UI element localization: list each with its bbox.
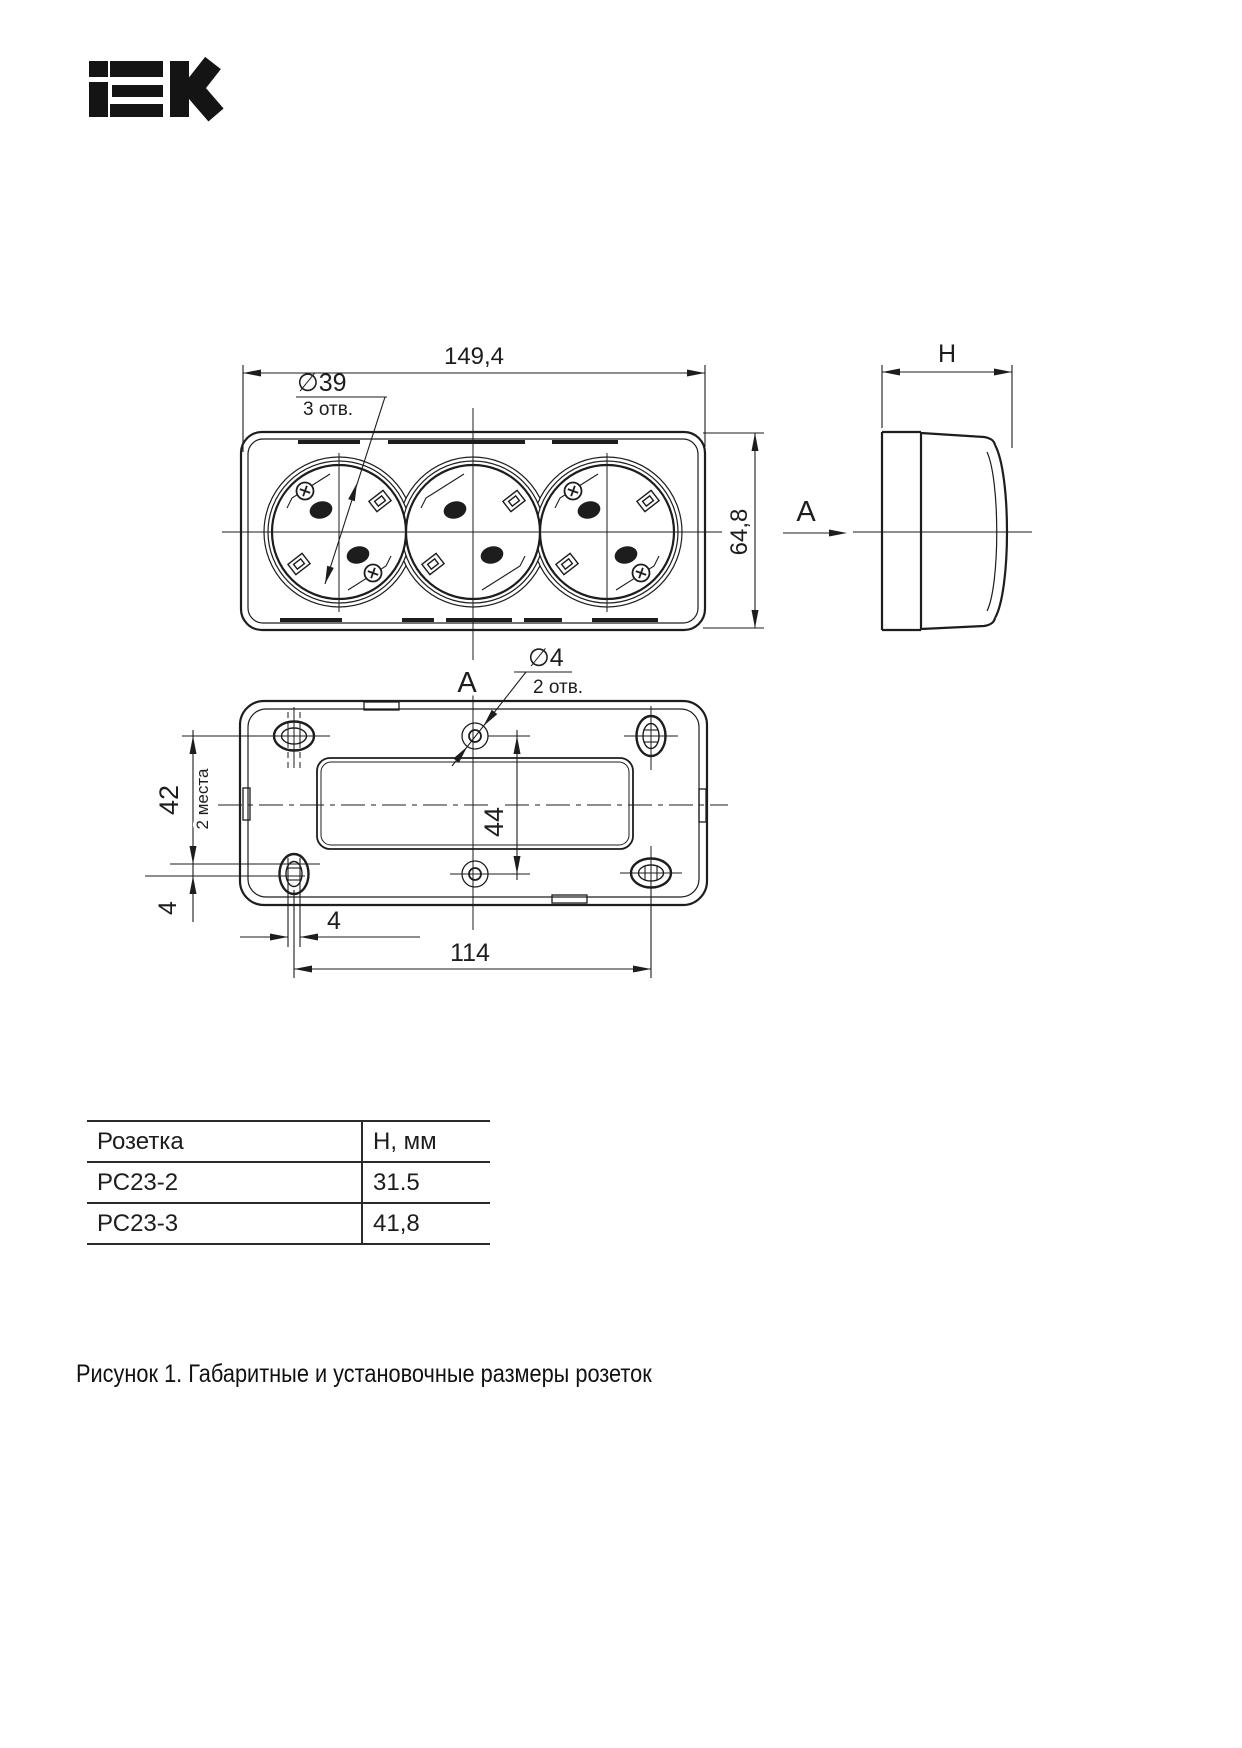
screw-icon xyxy=(297,483,314,500)
mounting-slot xyxy=(280,854,309,894)
table-header-socket: Розетка xyxy=(87,1121,362,1162)
holes-count-2-label: 2 отв. xyxy=(533,677,584,698)
bottom-view-dimensions xyxy=(145,672,651,978)
table-header-row xyxy=(87,1121,490,1162)
holes-dia-label: ∅39 xyxy=(297,369,347,397)
dim-114-label: 114 xyxy=(450,939,490,967)
dim-44-label: 44 xyxy=(479,806,509,838)
dim-width-label: 149,4 xyxy=(443,343,505,370)
table-cell-model: РС23-3 xyxy=(97,1209,179,1237)
section-a-bottom-label: A xyxy=(457,667,477,699)
side-view xyxy=(853,432,1032,630)
section-a-label: A xyxy=(796,496,816,528)
dim-42-label: 42 xyxy=(154,784,184,816)
table-row xyxy=(87,1162,490,1203)
screw-icon xyxy=(565,483,582,500)
figure-caption: Рисунок 1. Габаритные и установочные размеры розеток xyxy=(76,1360,652,1388)
dim-4-left-label: 4 xyxy=(154,901,182,915)
dim-depth-label: H xyxy=(937,340,957,368)
table-header-h: Н, мм xyxy=(362,1121,490,1162)
dim-4-bottom-label: 4 xyxy=(327,907,341,935)
screw-icon xyxy=(365,565,382,582)
table-row xyxy=(87,1203,490,1244)
table-cell-h: 41,8 xyxy=(362,1203,490,1244)
table-cell-h: 31.5 xyxy=(362,1162,490,1203)
dim-42-note-label: 2 места xyxy=(193,768,212,830)
dim-height-label: 64,8 xyxy=(726,508,753,556)
socket-height-table xyxy=(87,1120,490,1245)
table-cell-model: РС23-2 xyxy=(87,1162,362,1203)
screw-icon xyxy=(633,565,650,582)
front-view xyxy=(222,408,722,660)
holes-dia-4-label: ∅4 xyxy=(528,644,564,672)
holes-count-label: 3 отв. xyxy=(303,399,354,420)
